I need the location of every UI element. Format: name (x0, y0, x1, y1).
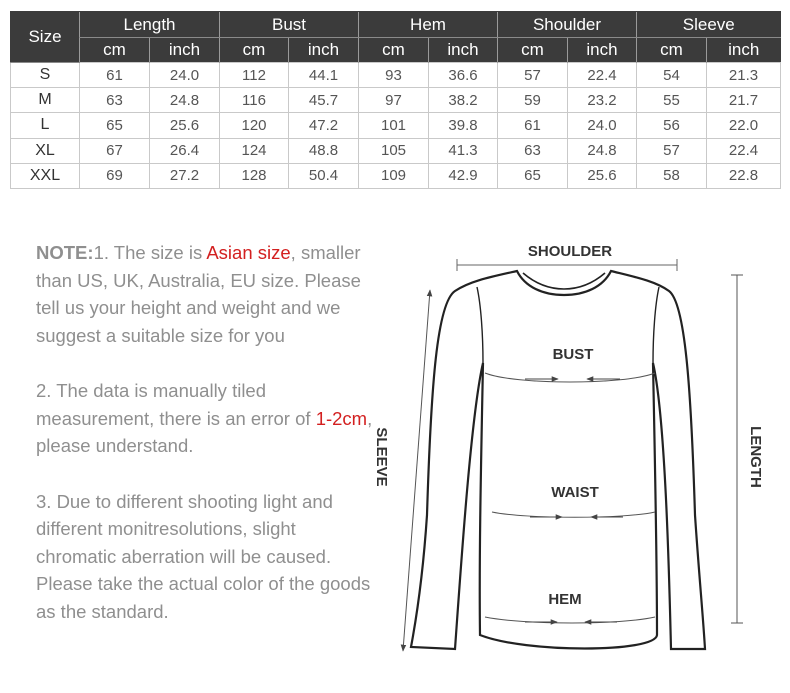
waist-label: WAIST (551, 484, 599, 501)
shoulder-cm-cell: 61 (498, 113, 568, 138)
shoulder-inch-cell: 25.6 (568, 163, 637, 188)
note-2-highlight: 1-2cm (315, 407, 368, 429)
length-inch-cell: 26.4 (150, 138, 220, 163)
length-cm-cell: 63 (80, 88, 150, 113)
length-inch-cell: 24.8 (150, 88, 220, 113)
hem-measure-curve (485, 617, 655, 623)
note-label: NOTE: (36, 242, 94, 263)
sleeve-cm-cell: 55 (637, 88, 707, 113)
bust-inch-cell: 45.7 (289, 88, 359, 113)
bust-cm-cell: 112 (220, 63, 289, 88)
bust-inch-cell: 44.1 (289, 63, 359, 88)
size-chart-table (10, 11, 781, 189)
shoulder-inch-cell: 22.4 (568, 63, 637, 88)
table-row (11, 163, 781, 188)
sleeve-inch-cell: 22.0 (707, 113, 781, 138)
sleeve-inch-cell: 22.8 (707, 163, 781, 188)
bust-cm-cell: 128 (220, 163, 289, 188)
sleeve-inch-cell: 22.4 (707, 138, 781, 163)
table-row (11, 63, 781, 88)
unit-header-cm: cm (80, 38, 150, 63)
hem-inch-cell: 39.8 (429, 113, 498, 138)
sleeve-label: SLEEVE (373, 427, 390, 487)
shoulder-cm-cell: 59 (498, 88, 568, 113)
sleeve-cm-cell: 54 (637, 63, 707, 88)
length-cm-cell: 61 (80, 63, 150, 88)
length-inch-cell: 24.0 (150, 63, 220, 88)
size-cell: L (11, 113, 80, 138)
bust-cm-cell: 124 (220, 138, 289, 163)
note-1-text-start: 1. The size is (93, 242, 207, 263)
length-inch-cell: 27.2 (150, 163, 220, 188)
table-unit-header-row (11, 38, 781, 63)
unit-header-cm: cm (359, 38, 429, 63)
group-header-shoulder: Shoulder (498, 12, 637, 38)
bust-cm-cell: 120 (220, 113, 289, 138)
hem-cm-cell: 97 (359, 88, 429, 113)
shirt-measurement-diagram (365, 235, 790, 685)
shoulder-cm-cell: 63 (498, 138, 568, 163)
length-inch-cell: 25.6 (150, 113, 220, 138)
hem-inch-cell: 38.2 (429, 88, 498, 113)
unit-header-cm: cm (637, 38, 707, 63)
waist-measure-curve (492, 512, 655, 517)
note-1-highlight: Asian size (206, 242, 291, 263)
bust-measure-curve (485, 373, 655, 382)
note-2 (36, 377, 376, 460)
unit-header-inch: inch (707, 38, 781, 63)
group-header-bust: Bust (220, 12, 359, 38)
size-header: Size (11, 12, 80, 63)
hem-inch-cell: 42.9 (429, 163, 498, 188)
note-1-text-end: , smaller than US, UK, Australia, EU size. Please tell us your height and weight and we suggest a suitable size for you (36, 242, 361, 346)
shoulder-cm-cell: 57 (498, 63, 568, 88)
table-body (11, 63, 781, 189)
hem-cm-cell: 101 (359, 113, 429, 138)
note-2-text-start: 2. The data is manually tiled measurement, there is an error of (36, 380, 316, 429)
hem-inch-cell: 36.6 (429, 63, 498, 88)
group-header-length: Length (80, 12, 220, 38)
unit-header-inch: inch (568, 38, 637, 63)
table-row (11, 88, 781, 113)
group-header-sleeve: Sleeve (637, 12, 781, 38)
table-group-header-row (11, 12, 781, 38)
hem-inch-cell: 41.3 (429, 138, 498, 163)
group-header-hem: Hem (359, 12, 498, 38)
note-1 (36, 239, 376, 349)
hem-cm-cell: 105 (359, 138, 429, 163)
bust-label: BUST (552, 346, 594, 363)
shoulder-inch-cell: 24.0 (568, 113, 637, 138)
unit-header-inch: inch (289, 38, 359, 63)
size-cell: S (11, 63, 80, 88)
length-cm-cell: 65 (80, 113, 150, 138)
shoulder-inch-cell: 24.8 (568, 138, 637, 163)
sleeve-inch-cell: 21.3 (707, 63, 781, 88)
note-3: 3. Due to different shooting light and different monitresolutions, slight chromatic aberration will be caused. Please take the actual color of the goods as the standard. (36, 490, 371, 622)
table-row (11, 113, 781, 138)
note-2-text-end: , please understand. (36, 407, 373, 456)
bust-cm-cell: 116 (220, 88, 289, 113)
hem-label: HEM (548, 591, 582, 608)
bust-inch-cell: 50.4 (289, 163, 359, 188)
bust-inch-cell: 47.2 (289, 113, 359, 138)
left-sleeve-seam (477, 287, 483, 363)
size-cell: XL (11, 138, 80, 163)
size-cell: M (11, 88, 80, 113)
unit-header-cm: cm (220, 38, 289, 63)
right-sleeve-seam (653, 287, 659, 363)
bust-inch-cell: 48.8 (289, 138, 359, 163)
sleeve-inch-cell: 21.7 (707, 88, 781, 113)
hem-cm-cell: 109 (359, 163, 429, 188)
length-cm-cell: 67 (80, 138, 150, 163)
sleeve-cm-cell: 56 (637, 113, 707, 138)
hem-cm-cell: 93 (359, 63, 429, 88)
size-notes (36, 239, 376, 653)
unit-header-inch: inch (150, 38, 220, 63)
sleeve-measure-line (403, 290, 430, 651)
unit-header-cm: cm (498, 38, 568, 63)
shoulder-cm-cell: 65 (498, 163, 568, 188)
table-row (11, 138, 781, 163)
length-label: LENGTH (747, 426, 764, 488)
shoulder-label: SHOULDER (527, 243, 613, 260)
sleeve-cm-cell: 57 (637, 138, 707, 163)
unit-header-inch: inch (429, 38, 498, 63)
shoulder-inch-cell: 23.2 (568, 88, 637, 113)
size-cell: XXL (11, 163, 80, 188)
length-cm-cell: 69 (80, 163, 150, 188)
sleeve-cm-cell: 58 (637, 163, 707, 188)
shirt-neckline (523, 273, 605, 289)
